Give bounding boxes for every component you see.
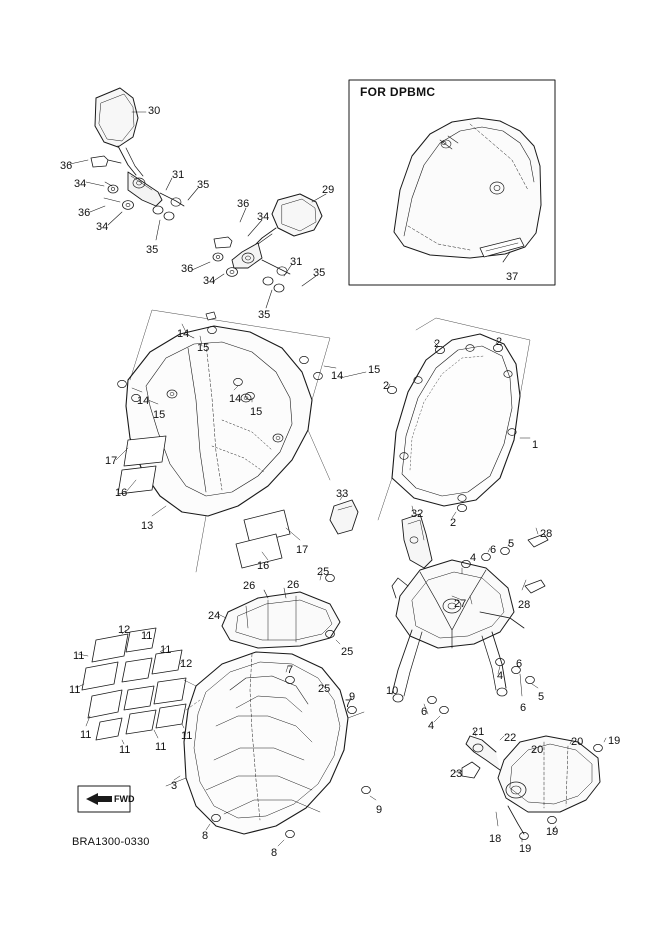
callout-37: 37 <box>506 271 519 283</box>
callout-11: 11 <box>141 630 153 642</box>
callout-15: 15 <box>153 409 166 421</box>
callout-2: 2 <box>450 517 457 529</box>
callout-15: 15 <box>250 406 263 418</box>
callout-35: 35 <box>313 267 326 279</box>
callout-35: 35 <box>258 309 271 321</box>
callout-29: 29 <box>322 184 335 196</box>
callout-20: 20 <box>571 736 584 748</box>
callout-5: 5 <box>538 691 545 703</box>
callout-35: 35 <box>197 179 210 191</box>
callout-24: 24 <box>208 610 221 622</box>
callout-23: 23 <box>450 768 463 780</box>
callout-8: 8 <box>202 830 209 842</box>
callout-7: 7 <box>287 664 294 676</box>
callout-2: 2 <box>496 336 503 348</box>
callout-17: 17 <box>105 455 118 467</box>
callout-6: 6 <box>421 706 428 718</box>
callout-11: 11 <box>69 684 81 696</box>
callout-3: 3 <box>171 780 178 792</box>
callout-19: 19 <box>546 826 559 838</box>
callout-26: 26 <box>287 579 300 591</box>
callout-6: 6 <box>490 544 497 556</box>
fwd-direction-label: FWD <box>114 794 135 804</box>
callout-7: 7 <box>345 698 352 710</box>
callout-28: 28 <box>518 599 531 611</box>
callout-19: 19 <box>608 735 621 747</box>
callout-20: 20 <box>531 744 544 756</box>
callout-14: 14 <box>331 370 344 382</box>
callout-25: 25 <box>318 683 331 695</box>
callout-21: 21 <box>472 726 485 738</box>
callout-11: 11 <box>160 644 172 656</box>
callout-12: 12 <box>180 658 193 670</box>
callout-34: 34 <box>203 275 216 287</box>
callout-14: 14 <box>229 393 242 405</box>
callout-17: 17 <box>296 544 309 556</box>
callout-18: 18 <box>489 833 502 845</box>
callout-36: 36 <box>60 160 73 172</box>
callout-9: 9 <box>376 804 383 816</box>
callout-9: 9 <box>349 691 356 703</box>
callout-10: 10 <box>386 685 399 697</box>
inset-box-title: FOR DPBMC <box>360 85 436 99</box>
callout-12: 12 <box>118 624 131 636</box>
drawing-part-number: BRA1300-0330 <box>72 836 150 848</box>
callout-13: 13 <box>141 520 154 532</box>
callout-4: 4 <box>428 720 435 732</box>
callout-16: 16 <box>115 487 128 499</box>
callout-15: 15 <box>197 342 210 354</box>
callout-34: 34 <box>74 178 87 190</box>
callout-6: 6 <box>520 702 527 714</box>
callout-4: 4 <box>497 670 504 682</box>
callout-25: 25 <box>317 566 330 578</box>
callout-19: 19 <box>519 843 532 855</box>
callout-25: 25 <box>341 646 354 658</box>
callout-28: 28 <box>540 528 553 540</box>
callout-36: 36 <box>237 198 250 210</box>
callout-31: 31 <box>290 256 303 268</box>
callout-30: 30 <box>148 105 161 117</box>
callout-15: 15 <box>368 364 381 376</box>
callout-22: 22 <box>504 732 517 744</box>
callout-35: 35 <box>146 244 159 256</box>
callout-4: 4 <box>470 552 477 564</box>
callout-8: 8 <box>271 847 278 859</box>
callout-6: 6 <box>516 658 523 670</box>
callout-36: 36 <box>181 263 194 275</box>
callout-31: 31 <box>172 169 185 181</box>
callout-34: 34 <box>96 221 109 233</box>
callout-14: 14 <box>137 395 150 407</box>
callout-2: 2 <box>383 380 390 392</box>
callout-34: 34 <box>257 211 270 223</box>
callout-32: 32 <box>411 508 424 520</box>
callout-26: 26 <box>243 580 256 592</box>
callout-1: 1 <box>532 439 539 451</box>
callout-5: 5 <box>508 538 515 550</box>
callout-11: 11 <box>73 650 85 662</box>
callout-33: 33 <box>336 488 349 500</box>
callout-14: 14 <box>177 328 190 340</box>
callout-2: 2 <box>434 338 441 350</box>
callout-11: 11 <box>181 730 193 742</box>
callout-11: 11 <box>119 744 131 756</box>
callout-11: 11 <box>80 729 92 741</box>
callout-36: 36 <box>78 207 91 219</box>
callout-27: 27 <box>454 598 467 610</box>
callout-16: 16 <box>257 560 270 572</box>
callout-11: 11 <box>155 741 167 753</box>
